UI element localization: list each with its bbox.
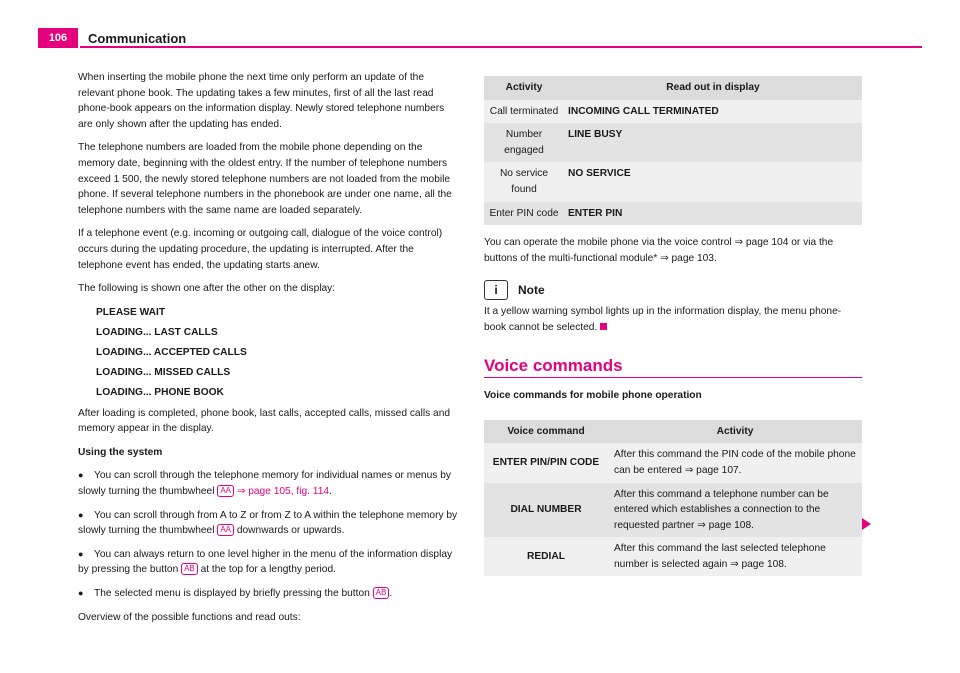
- voice-control-paragraph: You can operate the mobile phone via the voice control ⇒ page 104 or via the buttons of the multi-functional module* ⇒ page 103.: [484, 237, 834, 264]
- table-row: [484, 483, 862, 538]
- bullet-icon: ●: [78, 470, 84, 481]
- activity-table: [484, 76, 862, 225]
- display-item: LOADING... PHONE BOOK: [96, 387, 224, 399]
- thumbwheel-button-icon: AA: [217, 524, 234, 536]
- table-cell: INCOMING CALL TERMINATED: [564, 100, 862, 124]
- column-header: Voice command: [484, 420, 608, 444]
- table-header-row: [484, 420, 862, 444]
- table-cell: REDIAL: [484, 537, 608, 576]
- bullet-item: ● You can always return to one level higher in the menu of the information display by pressing the button AB at the top for a lengthy period.: [78, 548, 453, 576]
- table-cell: Number engaged: [484, 123, 564, 162]
- paragraph-loading: The telephone numbers are loaded from the mobile phone depending on the memory date, beginning with the oldest entry. If the number of telephone numbers exceed 1 500, the newly stored telephone numbers are not loaded from the mobile phone. If several telephone numbers in the phonebook are under one name, all the telephone numbers with the same name are loaded separately.: [78, 142, 452, 216]
- paragraph-overview: Overview of the possible functions and read outs:: [78, 611, 301, 623]
- page-number: 106: [38, 28, 78, 48]
- note-text: It a yellow warning symbol lights up in the information display, the menu phone-book cannot be selected.: [484, 306, 842, 333]
- display-item: LOADING... MISSED CALLS: [96, 367, 231, 379]
- left-column: [78, 70, 458, 633]
- bullet-item: ● You can scroll through the telephone memory for individual names or menus by slowly turning the thumbwheel AA ⇒ page 105, fig. 114.: [78, 470, 451, 498]
- header-rule: [80, 46, 922, 48]
- next-page-arrow-icon[interactable]: [862, 518, 871, 530]
- table-row: [484, 123, 862, 162]
- column-header: Activity: [484, 76, 564, 100]
- table-cell: Call terminated: [484, 100, 564, 124]
- note-icon: i: [484, 280, 508, 300]
- bullet-item: ● The selected menu is displayed by briefly pressing the button AB .: [78, 586, 458, 602]
- table-cell: LINE BUSY: [564, 123, 862, 162]
- bullet-item: ● You can scroll through from A to Z or from Z to A within the telephone memory by slowly turning the thumbwheel AA downwards or upwards.: [78, 509, 458, 537]
- table-row: [484, 443, 862, 482]
- table-cell: ENTER PIN: [564, 202, 862, 226]
- thumbwheel-button-icon: AA: [217, 485, 234, 497]
- voice-commands-heading: Voice commands: [484, 355, 623, 375]
- note-header: [484, 280, 862, 300]
- menu-button-icon: AB: [181, 563, 198, 575]
- table-row: [484, 100, 862, 124]
- display-item: PLEASE WAIT: [96, 306, 166, 318]
- voice-command-table: [484, 420, 862, 577]
- paragraph-display-sequence: The following is shown one after the other on the display:: [78, 283, 336, 295]
- paragraph-update: When inserting the mobile phone the next time only perform an update of the relevant phone book. The updating takes a few minutes, first of all the last read phone-book appears on the information display. Newly stored telephone numbers are only shown after the updating has ended.: [78, 72, 445, 130]
- bullet-icon: ●: [78, 548, 84, 559]
- display-item: LOADING... ACCEPTED CALLS: [96, 347, 247, 359]
- table-row: [484, 537, 862, 576]
- table-cell: NO SERVICE: [564, 162, 862, 201]
- paragraph-interrupt: If a telephone event (e.g. incoming or outgoing call, dialogue of the voice control) occurs during the updating procedure, the updating is interrupted. After the telephone event has ended, the updating starts anew.: [78, 228, 443, 271]
- note-title: Note: [518, 282, 545, 297]
- table-cell: After this command the last selected telephone number is selected again ⇒ page 108.: [608, 537, 862, 576]
- using-system-heading: Using the system: [78, 446, 163, 458]
- end-mark-icon: [600, 323, 607, 330]
- heading-rule: [484, 377, 862, 378]
- bullet-icon: ●: [78, 588, 84, 598]
- table-cell: After this command the PIN code of the mobile phone can be entered ⇒ page 107.: [608, 443, 862, 482]
- table-cell: DIAL NUMBER: [484, 483, 608, 538]
- table-cell: ENTER PIN/PIN CODE: [484, 443, 608, 482]
- page-header: [38, 28, 922, 48]
- right-column: [484, 76, 862, 576]
- table-row: [484, 162, 862, 201]
- column-header: Activity: [608, 420, 862, 444]
- table-header-row: [484, 76, 862, 100]
- display-item: LOADING... LAST CALLS: [96, 326, 218, 338]
- paragraph-after-loading: After loading is completed, phone book, last calls, accepted calls, missed calls and memory appear in the display.: [78, 407, 451, 435]
- table-cell: After this command a telephone number can be entered which establishes a connection to the requested partner ⇒ page 108.: [608, 483, 862, 538]
- table-row: [484, 202, 862, 226]
- column-header: Read out in display: [564, 76, 862, 100]
- page-link[interactable]: ⇒ page 105, fig. 114: [236, 486, 330, 498]
- voice-commands-subheading: Voice commands for mobile phone operation: [484, 390, 702, 402]
- section-title: Communication: [88, 31, 187, 46]
- table-cell: Enter PIN code: [484, 202, 564, 226]
- bullet-icon: ●: [78, 509, 84, 520]
- menu-button-icon: AB: [373, 587, 390, 599]
- table-cell: No service found: [484, 162, 564, 201]
